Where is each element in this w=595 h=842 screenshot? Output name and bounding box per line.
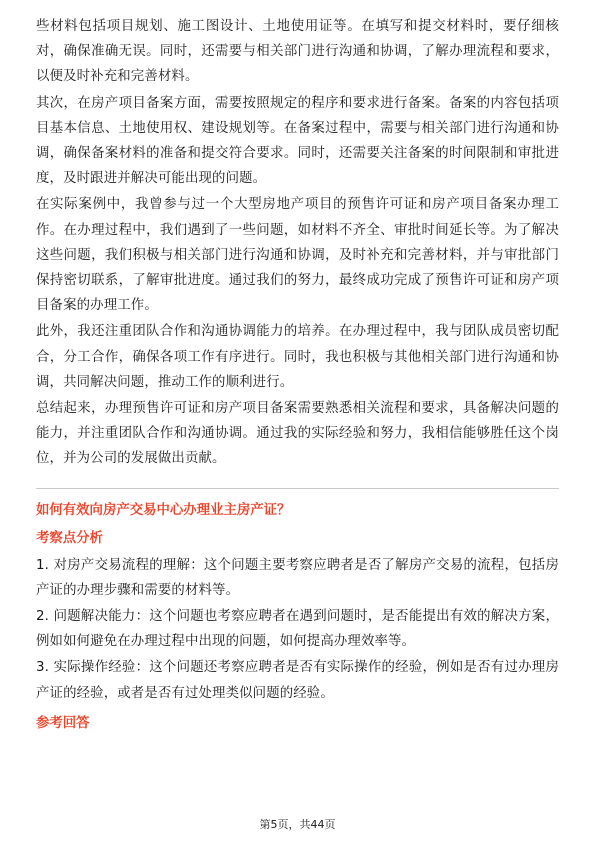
question-heading: 如何有效向房产交易中心办理业主房产证？	[36, 502, 291, 518]
body-paragraph: 总结起来，办理预售许可证和房产项目备案需要熟悉相关流程和要求，具备解决问题的能力，并注重团队合作和沟通协调。通过我的实际经验和努力，我相信能够胜任这个岗位，并为公司的发展做出贡献。	[36, 401, 559, 467]
body-paragraph: 其次，在房产项目备案方面，需要按照规定的程序和要求进行备案。备案的内容包括项目基本信息、土地使用权、建设规划等。在备案过程中，需要与相关部门进行沟通和协调，确保备案材料的准备和提交符合要求。同时，还需要关注备案的时间限制和审批进度，及时跟进并解决可能出现的问题。	[36, 95, 559, 187]
document-body	[36, 14, 559, 738]
analysis-item: 1. 对房产交易流程的理解：这个问题主要考察应聘者是否了解房产交易的流程，包括房产证的办理步骤和需要的材料等。	[36, 557, 559, 598]
body-paragraph: 此外，我还注重团队合作和沟通协调能力的培养。在办理过程中，我与团队成员密切配合，分工合作，确保各项工作有序进行。同时，我也积极与其他相关部门进行沟通和协调，共同解决问题，推动工作的顺利进行。	[36, 324, 559, 390]
answer-title: 参考回答	[36, 715, 90, 731]
body-paragraph: 些材料包括项目规划、施工图设计、土地使用证等。在填写和提交材料时，要仔细核对，确保准确无误。同时，还需要与相关部门进行沟通和协调，了解办理流程和要求，以便及时补充和完善材料。	[36, 19, 559, 85]
body-paragraph: 在实际案例中，我曾参与过一个大型房地产项目的预售许可证和房产项目备案办理工作。在办理过程中，我们遇到了一些问题，如材料不齐全、审批时间延长等。为了解决这些问题，我们积极与相关部门进行沟通和协调，及时补充和完善材料，并与审批部门保持密切联系，了解审批进度。通过我们的努力，最终成功完成了预售许可证和房产项目备案的办理工作。	[36, 197, 559, 314]
analysis-item: 2. 问题解决能力：这个问题也考察应聘者在遇到问题时，是否能提出有效的解决方案，例如如何避免在办理过程中出现的问题，如何提高办理效率等。	[36, 609, 559, 650]
analysis-item: 3. 实际操作经验：这个问题还考察应聘者是否有实际操作的经验，例如是否有过办理房产证的经验，或者是否有过处理类似问题的经验。	[36, 660, 559, 701]
section-divider	[36, 488, 559, 489]
page-number: 第5页，共44页	[259, 818, 336, 831]
analysis-title: 考察点分析	[36, 530, 103, 546]
